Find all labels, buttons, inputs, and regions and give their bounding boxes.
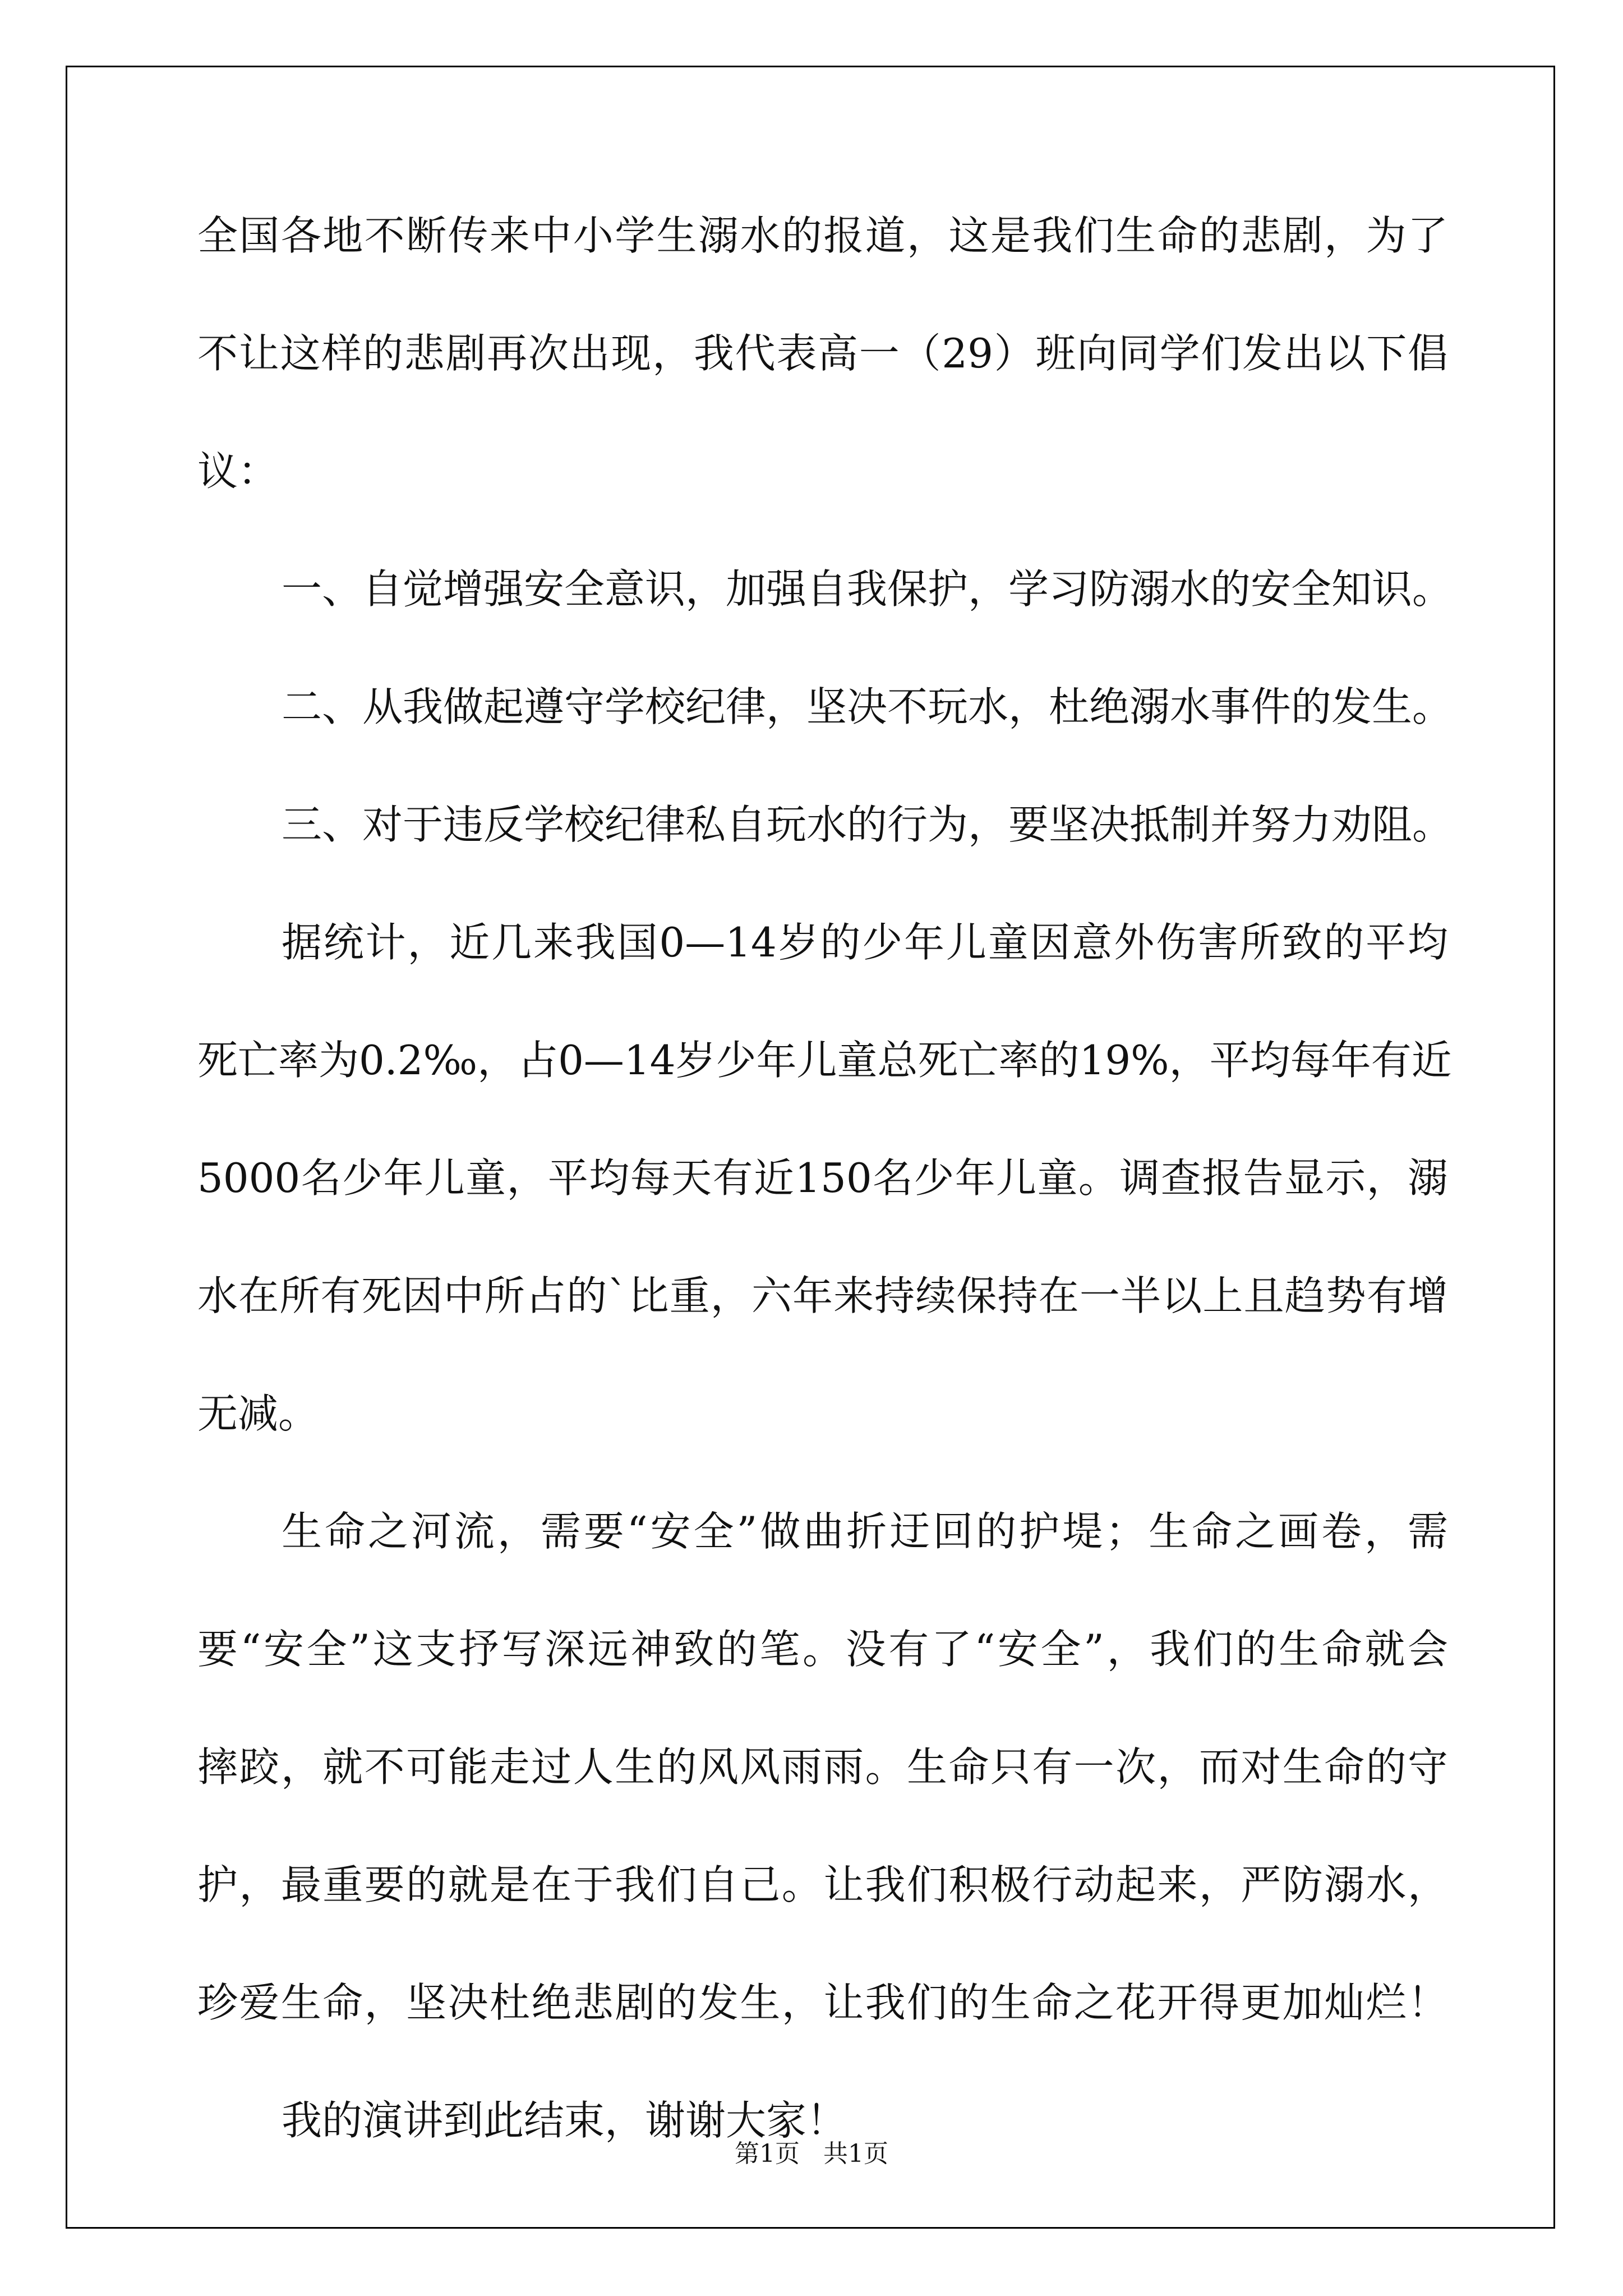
- text-line: 不让这样的悲剧再次出现，我代表高一（29）班向同学们发出以下倡: [197, 330, 1448, 377]
- text-line: 二、从我做起遵守学校纪律，坚决不玩水，杜绝溺水事件的发生。: [282, 683, 1453, 730]
- text-line: 据统计，近几来我国0—14岁的少年儿童因意外伤害所致的平均: [282, 919, 1448, 966]
- text-line: 5000名少年儿童，平均每天有近150名少年儿童。调查报告显示，溺: [197, 1154, 1448, 1202]
- text-line: 无减。: [197, 1390, 319, 1437]
- text-line: 三、对于违反学校纪律私自玩水的行为，要坚决抵制并努力劝阻。: [282, 801, 1453, 848]
- page-total: 共1页: [823, 2139, 888, 2168]
- text-line: 珍爱生命，坚决杜绝悲剧的发生，让我们的生命之花开得更加灿烂！: [197, 1979, 1448, 2026]
- text-line: 摔跤，就不可能走过人生的风风雨雨。生命只有一次，而对生命的守: [197, 1743, 1448, 1791]
- text-line: 一、自觉增强安全意识，加强自我保护，学习防溺水的安全知识。: [282, 565, 1453, 613]
- text-line: 议：: [197, 448, 279, 495]
- text-line: 全国各地不断传来中小学生溺水的报道，这是我们生命的悲剧，为了: [197, 212, 1448, 259]
- text-line: 要“安全”这支抒写深远神致的笔。没有了“安全”，我们的生命就会: [197, 1626, 1448, 1673]
- page-number: 第1页: [735, 2139, 800, 2168]
- text-line: 水在所有死因中所占的`比重，六年来持续保持在一半以上且趋势有增: [197, 1272, 1448, 1319]
- page-footer: [0, 2132, 1623, 2177]
- text-line: 死亡率为0.2‰，占0—14岁少年儿童总死亡率的19%，平均每年有近: [197, 1037, 1452, 1084]
- text-line: 我的演讲到此结束，谢谢大家！: [282, 2097, 847, 2144]
- text-line: 生命之河流，需要“安全”做曲折迂回的护堤；生命之画卷，需: [282, 1508, 1448, 1555]
- text-line: 护，最重要的就是在于我们自己。让我们积极行动起来，严防溺水，: [197, 1861, 1448, 1908]
